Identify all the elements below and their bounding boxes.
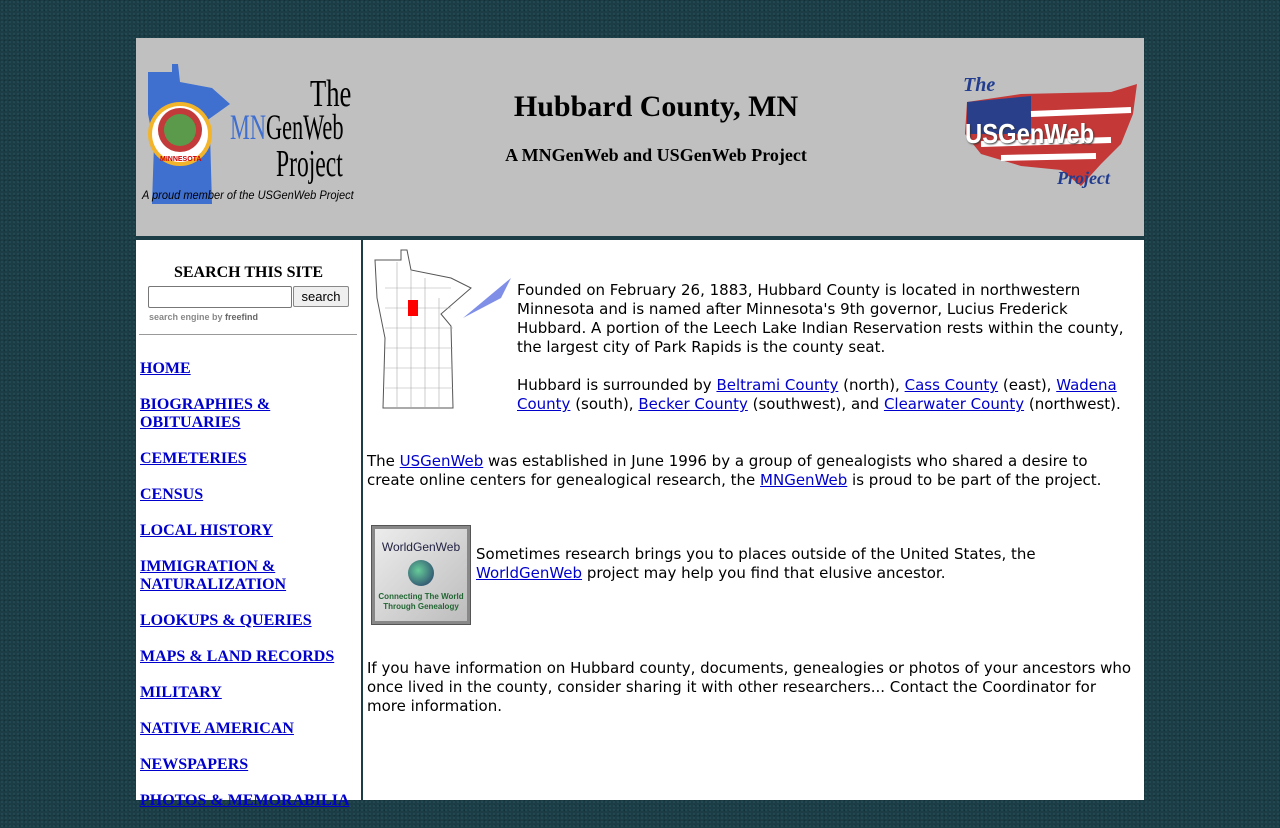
intro-paragraph: Founded on February 26, 1883, Hubbard County is located in northwestern Minnesota and is named after Minnesota's 9th governor, Lucius Frederick Hubbard. A portion of the Leech Lake Indian Reservation rests within the county, the largest city of Park Rapids is the county seat. (517, 281, 1124, 356)
nav-newspapers[interactable]: NEWSPAPERS (140, 756, 249, 773)
nav-home[interactable]: HOME (140, 360, 191, 377)
link-usgenweb[interactable]: USGenWeb (399, 452, 484, 470)
usgenweb-logo[interactable] (961, 74, 1139, 194)
us-logo-the: The (963, 74, 996, 96)
link-wadena-county[interactable]: Wadena County (517, 376, 1117, 413)
text: project may help you find that elusive ancestor. (582, 564, 946, 582)
text: Hubbard is surrounded by (517, 376, 717, 394)
county-locator-map-icon (371, 248, 513, 410)
divider (139, 334, 357, 335)
surrounding-counties-paragraph (517, 376, 1127, 414)
page-subtitle: A MNGenWeb and USGenWeb Project (505, 145, 807, 165)
nav-menu (140, 360, 355, 828)
logo-project: Project (276, 143, 343, 185)
freefind-credit[interactable] (149, 312, 258, 322)
mngenweb-logo[interactable] (142, 64, 357, 209)
logo-the: The (310, 73, 352, 115)
link-beltrami-county[interactable]: Beltrami County (716, 376, 839, 394)
main-content (363, 240, 1144, 800)
logo-genweb: GenWeb (265, 107, 344, 147)
nav-immigration-naturalization[interactable]: IMMIGRATION & NATURALIZATION (140, 558, 287, 593)
logo-tagline: A proud member of the USGenWeb Project (142, 188, 354, 202)
wgw-logo-title: WorldGenWeb (381, 540, 461, 554)
sidebar (136, 240, 363, 809)
usgenweb-paragraph (367, 452, 1137, 490)
worldgenweb-paragraph (476, 545, 1136, 583)
header (136, 38, 1144, 240)
us-logo-project: Project (1057, 168, 1110, 188)
credit-prefix: search engine by (149, 312, 223, 322)
page-title: Hubbard County, MN (513, 90, 799, 123)
nav-cemeteries[interactable]: CEMETERIES (140, 450, 247, 467)
nav-lookups-queries[interactable]: LOOKUPS & QUERIES (140, 612, 312, 629)
globe-icon (408, 560, 434, 586)
nav-local-history[interactable]: LOCAL HISTORY (140, 522, 273, 539)
text: is proud to be part of the project. (847, 471, 1102, 489)
us-logo-name: USGenWeb (965, 118, 1095, 149)
link-mngenweb[interactable]: MNGenWeb (760, 471, 848, 489)
text: was established in June 1996 by a group of genealogists who shared a desire to create online centers for genealogical research, the (367, 452, 1088, 489)
nav-maps-land-records[interactable]: MAPS & LAND RECORDS (140, 648, 335, 665)
text: (north), (838, 376, 905, 394)
nav-photos-memorabilia[interactable]: PHOTOS & MEMORABILIA (140, 792, 350, 809)
text: (south), (570, 395, 639, 413)
text: Sometimes research brings you to places outside of the United States, the (476, 545, 1036, 563)
logo-mn: MN (230, 107, 266, 147)
text: (southwest), and (747, 395, 884, 413)
link-worldgenweb[interactable]: WorldGenWeb (476, 564, 583, 582)
seal-text: MINNESOTA (160, 156, 202, 163)
text: (northwest). (1024, 395, 1121, 413)
text: (east), (998, 376, 1057, 394)
search-button[interactable]: search (293, 286, 349, 307)
nav-biographies-obituaries[interactable]: BIOGRAPHIES & OBITUARIES (140, 396, 271, 431)
nav-native-american[interactable]: NATIVE AMERICAN (140, 720, 294, 737)
text: The (367, 452, 400, 470)
nav-military[interactable]: MILITARY (140, 684, 222, 701)
search-title: SEARCH THIS SITE (173, 264, 324, 281)
contact-paragraph: If you have information on Hubbard county, documents, genealogies or photos of your ancestors who once lived in the county, consider sharing it with other researchers... Contact the Coordinator for more information. (367, 659, 1132, 715)
search-input[interactable] (148, 286, 292, 308)
credit-brand: freefind (225, 312, 259, 322)
worldgenweb-logo[interactable] (371, 525, 471, 625)
link-cass-county[interactable]: Cass County (904, 376, 999, 394)
nav-census[interactable]: CENSUS (140, 486, 204, 503)
link-clearwater-county[interactable]: Clearwater County (883, 395, 1025, 413)
wgw-logo-caption: Connecting The World Through Genealogy (378, 592, 464, 611)
page-container (136, 38, 1144, 809)
link-becker-county[interactable]: Becker County (638, 395, 748, 413)
